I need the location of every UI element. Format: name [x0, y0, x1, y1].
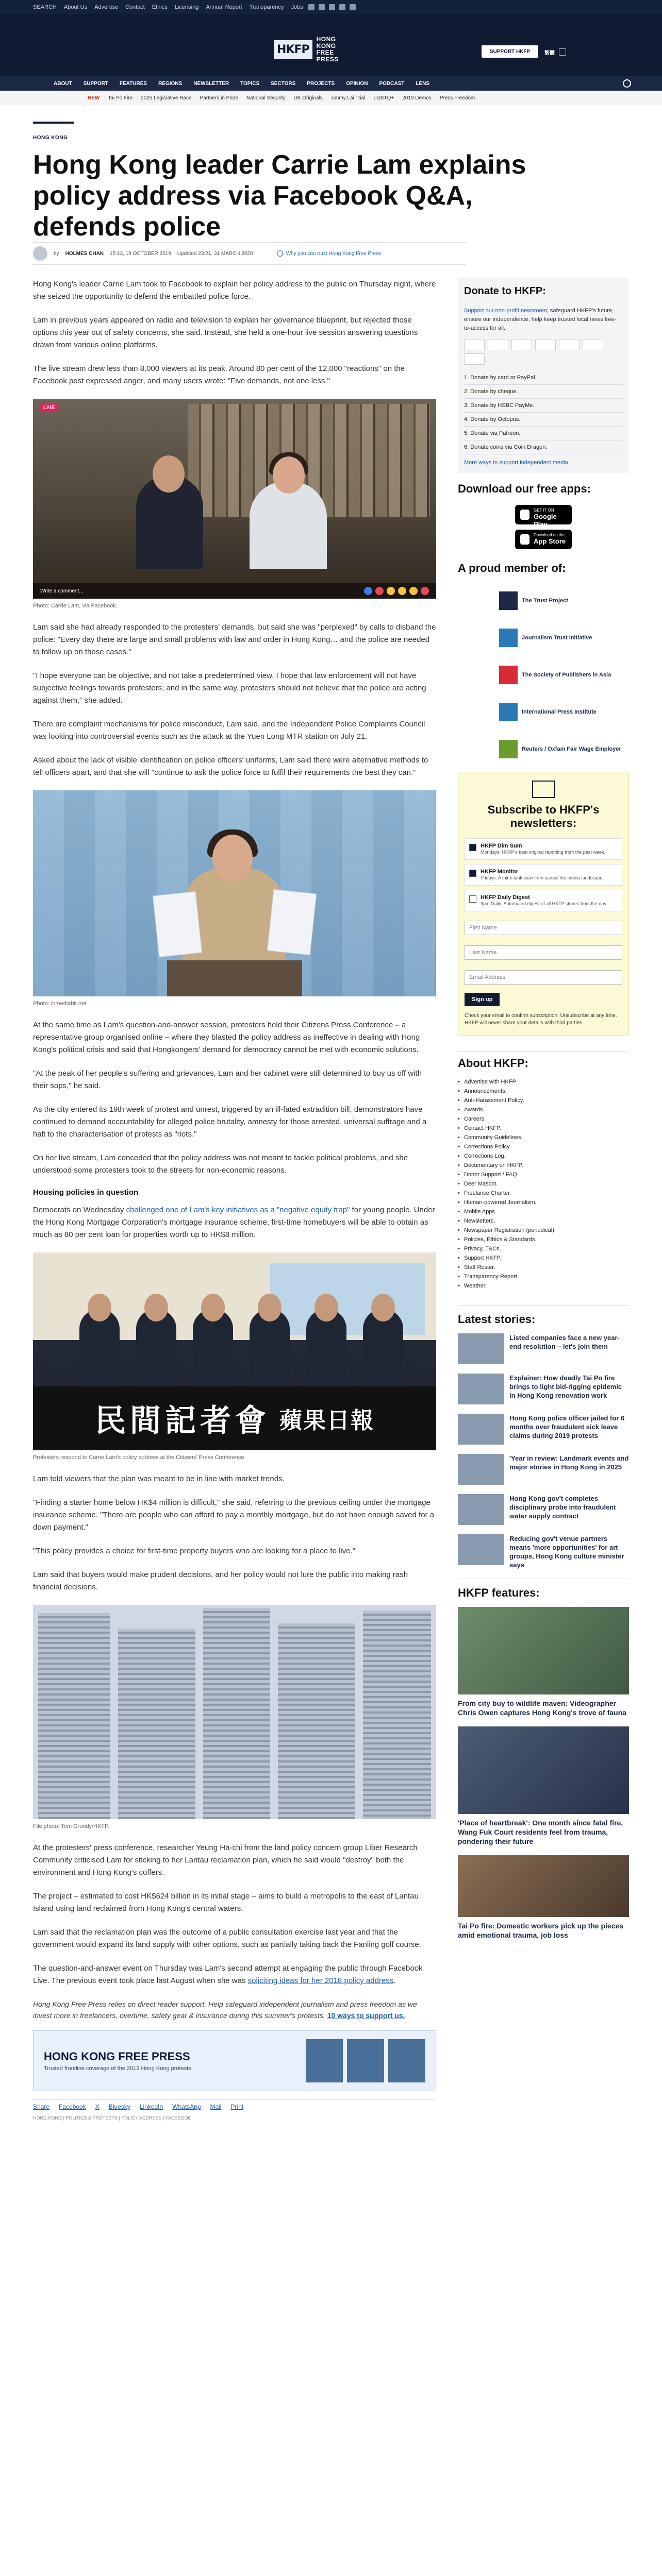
share-bluesky[interactable]: Bluesky	[108, 2103, 130, 2110]
checkbox[interactable]	[469, 870, 476, 877]
share-print[interactable]: Print	[230, 2103, 244, 2110]
trending-item[interactable]: Partners in Pride	[200, 95, 239, 101]
speaker-head	[88, 1294, 111, 1321]
member-name: International Press Institute	[522, 708, 597, 715]
story-item[interactable]	[458, 1454, 629, 1485]
donate-text	[464, 307, 623, 333]
promo-subtitle: Trusted frontline coverage of the 2019 Hong Kong protests	[44, 2065, 191, 2072]
story-item[interactable]	[458, 1414, 629, 1445]
fair-wage-icon	[499, 740, 518, 758]
text-run: The question-and-answer event on Thursday was Lam's second attempt at engaging the public through Facebook Live. The previous event took place last August when she was	[33, 1964, 423, 1985]
haha-reaction-icon	[387, 587, 395, 595]
feature-item[interactable]	[458, 1607, 629, 1717]
masthead	[0, 14, 662, 76]
nav-about[interactable]: ABOUT	[54, 80, 72, 87]
about-link[interactable]: • Newsletters.	[458, 1216, 629, 1226]
donate-text-run: ; safeguard HKFP's future, ensure our independence, help keep trusted local news free-to-access for all.	[464, 308, 617, 331]
paragraph: As the city entered its 19th week of protest and unrest, triggered by an ill-fated extradition bill, demonstrators have continued to demand accountability for alleged police brutality, amnesty for those arrested, universal suffrage and a halt to the characterisation of protests as "riots."	[33, 1105, 427, 1139]
first-name-input[interactable]	[465, 921, 622, 935]
trending-bar	[0, 91, 662, 105]
subheading-housing: Housing policies in question	[33, 1188, 139, 1197]
speaker-head	[144, 1294, 168, 1321]
donate-option[interactable]: 5. Donate via Patreon.	[464, 427, 623, 440]
support-note	[33, 1998, 436, 2021]
more-ways-link[interactable]: More ways to support independent media.	[464, 460, 570, 466]
text-run: for young people. Under the Hong Kong Mortgage Corporation's mortgage insurance scheme, first-time homebuyers will be able to obtain as much as 80 per cent loan for properties worth up to HK$8 million.	[33, 1206, 435, 1239]
paragraph: Lam in previous years appeared on radio and television to explain her governance blueprint, but rejected those options this year out of safety concerns, she said. Instead, she held a one-hour live session answering questions drawn from various online platforms.	[33, 316, 418, 349]
jti-icon	[499, 629, 518, 647]
about-link[interactable]: • Careers.	[458, 1114, 629, 1124]
press-conference-photo	[33, 1252, 436, 1450]
donate-option[interactable]: 1. Donate by card or PayPal.	[464, 371, 623, 385]
about-section	[458, 1051, 629, 1291]
person-right-head	[273, 456, 305, 494]
wow-reaction-icon	[398, 587, 406, 595]
conference-banner	[33, 1386, 436, 1450]
tower-block	[363, 1611, 431, 1819]
trending-item[interactable]: Press Freedom	[439, 95, 475, 101]
fair-wage-logo[interactable]	[499, 735, 629, 764]
promo-thumbnail	[388, 2039, 425, 2082]
paragraph: Hong Kong's leader Carrie Lam took to Facebook to explain her policy address to the public on Thursday night, where she seized the opportunity to defend the embattled police force.	[33, 280, 436, 301]
tower-block	[278, 1623, 355, 1819]
byline	[33, 242, 466, 265]
donate-option[interactable]: 2. Donate by cheque.	[464, 385, 623, 399]
donate-option[interactable]: 6. Donate coins via Coin Dragon.	[464, 440, 623, 454]
about-link[interactable]: • Contact HKFP.	[458, 1124, 629, 1133]
about-link[interactable]: • Policies, Ethics & Standards.	[458, 1235, 629, 1244]
story-title: Hong Kong police officer jailed for 6 months over fraudulent sick leave claims during 2019 protests	[509, 1414, 625, 1439]
story-thumbnail	[458, 1534, 504, 1565]
newsletter-option[interactable]	[465, 838, 622, 860]
hkfp-logo[interactable]	[274, 33, 356, 66]
carrie-lam-photo	[33, 790, 436, 996]
apps-section	[458, 482, 629, 549]
paragraph: At the same time as Lam's question-and-answer session, protesters held their Citizens Press Conference – a representative group organised online – where they blasted the policy address as ineffective in dealing with Hong Kong's political crisis and said that Hongkongers' demand for democracy cannot be met with economic solutions.	[33, 1021, 420, 1054]
banner-text: 民間記者會	[95, 1403, 270, 1439]
amex-icon	[511, 339, 532, 350]
logo-line1: HONG KONG	[316, 36, 336, 49]
patreon-icon	[464, 353, 485, 365]
story-item[interactable]	[458, 1534, 629, 1569]
about-link[interactable]: • Community Guidelines.	[458, 1133, 629, 1142]
story-title: Hong Kong gov't completes disciplinary probe into fraudulent water supply contract	[509, 1495, 616, 1520]
held-document-right	[267, 889, 317, 955]
nav-support[interactable]: SUPPORT	[83, 80, 108, 87]
info-icon	[277, 250, 283, 257]
nav-features[interactable]: FEATURES	[119, 80, 147, 87]
feature-title: Tai Po fire: Domestic workers pick up the pieces amid emotional trauma, job loss	[458, 1922, 624, 1939]
donate-card	[458, 278, 629, 473]
photo-caption: Photo: inmediahk.net.	[33, 1001, 88, 1007]
about-link[interactable]: • Support HKFP.	[458, 1253, 629, 1263]
story-title: Listed companies face a new year-end resolution – let's join them	[509, 1334, 620, 1350]
logo-wordmark	[317, 36, 356, 63]
paragraph: "Finding a starter home below HK$4 million is difficult," she said, referring to the previous ceiling under the mortgage insurance scheme. "There are people who can afford to pay a monthly mortgage, but do not have enough saved for a down payment."	[33, 1498, 435, 1532]
speaker-head	[371, 1294, 395, 1321]
story-item[interactable]	[458, 1374, 629, 1404]
author-avatar	[33, 246, 47, 261]
about-link[interactable]: • Documentary on HKFP.	[458, 1161, 629, 1170]
about-link[interactable]: • Privacy, T&Cs.	[458, 1244, 629, 1253]
about-link[interactable]: • Human-powered Journalism.	[458, 1198, 629, 1207]
paragraph: Lam said that buyers would make prudent decisions, and her policy would not lure the public into making rash financial decisions.	[33, 1570, 408, 1591]
tag-row[interactable]: HONG KONG | POLITICS & PROTESTS | POLICY ADDRESS | FACEBOOK	[33, 2115, 191, 2121]
negative-equity-link[interactable]: challenged one of Lam's key initiatives as a "negative equity trap"	[126, 1206, 350, 1214]
story-thumbnail	[458, 1414, 504, 1445]
app-store-small: Download on the	[534, 533, 565, 537]
share-facebook[interactable]: Facebook	[59, 2103, 86, 2110]
promo-title: HONG KONG FREE PRESS	[44, 2050, 190, 2063]
trust-project-logo[interactable]	[499, 586, 629, 615]
language-switch	[544, 48, 566, 56]
search-icon[interactable]	[623, 79, 631, 88]
photo-caption: Protesters respond to Carrie Lam's policy address at the Citizens' Press Conference.	[33, 1454, 246, 1461]
story-thumbnail	[458, 1333, 504, 1364]
topbar-jobs[interactable]: Jobs	[291, 4, 303, 10]
donate-options	[464, 371, 623, 454]
share-whatsapp[interactable]: WhatsApp	[172, 2103, 201, 2110]
about-list	[458, 1077, 629, 1291]
about-link[interactable]: • Deer Mascot.	[458, 1179, 629, 1189]
topbar-annual-report[interactable]: Annual Report	[206, 4, 242, 10]
nav-regions[interactable]: REGIONS	[158, 80, 183, 87]
byline-prefix: by	[54, 250, 59, 257]
podium	[167, 960, 302, 996]
sad-reaction-icon	[409, 587, 418, 595]
story-thumbnail	[458, 1494, 504, 1525]
feature-image	[458, 1726, 629, 1814]
option-name: HKFP Daily Digest	[481, 894, 530, 901]
promo-thumbnail	[347, 2039, 384, 2082]
live-badge: LIVE	[40, 404, 58, 412]
member-name: Journalism Trust Initiative	[522, 634, 592, 641]
paypal-icon	[535, 339, 556, 350]
support-hkfp-button[interactable]: SUPPORT HKFP	[482, 45, 538, 58]
nonprofit-link[interactable]: Support our non-profit newsroom	[464, 308, 547, 314]
about-link[interactable]: • Freelance Charter.	[458, 1189, 629, 1198]
article-body	[33, 278, 436, 2121]
topbar-contact[interactable]: Contact	[125, 4, 145, 10]
tower-block	[203, 1608, 270, 1819]
trending-item[interactable]: UK Originals	[293, 95, 323, 101]
promo-thumbnail	[306, 2039, 343, 2082]
about-link[interactable]: • Awards.	[458, 1105, 629, 1114]
text-run: .	[393, 1976, 396, 1985]
trending-item[interactable]: 2025 Legislative Race	[141, 95, 192, 101]
feature-image	[458, 1607, 629, 1694]
trending-item[interactable]: 2019 Demos	[402, 95, 432, 101]
trending-item[interactable]: National Security	[246, 95, 286, 101]
member-name: Reuters / Oxfam Fair Wage Employer	[522, 745, 621, 752]
paragraph: The project – estimated to cost HK$624 billion in its initial stage – aims to build a metropolis to the east of Lantau Island using land reclaimed from Hong Kong's central waters.	[33, 1892, 419, 1913]
section-tag[interactable]: HONG KONG	[33, 135, 68, 141]
share-x[interactable]: X	[95, 2103, 100, 2110]
octopus-icon	[583, 339, 603, 350]
held-document-left	[153, 891, 202, 957]
love-reaction-icon	[375, 587, 384, 595]
newsletter-signup	[458, 772, 629, 1036]
features-section	[458, 1579, 629, 1940]
nav-opinion[interactable]: OPINION	[346, 80, 368, 87]
speaker-head	[315, 1294, 338, 1321]
option-name: HKFP Dim Sum	[481, 843, 522, 849]
envelope-icon	[532, 781, 555, 798]
promo-text	[44, 2050, 191, 2072]
nav-podcast[interactable]: PODCAST	[379, 80, 405, 87]
option-desc: 9pm Daily: Automated digest of all HKFP stories from the day.	[481, 901, 607, 906]
facebook-live-photo	[33, 399, 436, 599]
housing-estate-photo	[33, 1605, 436, 1819]
feature-title: 'Place of heartbreak': One month since fatal fire, Wang Fuk Court residents feel from trauma, pondering their future	[458, 1819, 623, 1845]
paragraph: The live stream drew less than 8,000 viewers at its peak. Around 80 per cent of the 12,000 "reactions" on the Facebook post expressed anger, and many users wrote: "Five demands, not one less."	[33, 364, 405, 385]
nav-newsletter[interactable]: NEWSLETTER	[193, 80, 229, 87]
nav-sectors[interactable]: SECTORS	[271, 80, 296, 87]
topbar-transparency[interactable]: Transparency	[249, 4, 284, 10]
google-play-big: Google Play	[534, 513, 557, 528]
visa-icon	[488, 339, 508, 350]
about-link[interactable]: • Mobile Apps.	[458, 1207, 629, 1216]
member-name: The Trust Project	[522, 597, 568, 604]
checkbox[interactable]	[469, 844, 476, 851]
about-link[interactable]: • Transparency Report.	[458, 1272, 629, 1281]
app-store-button[interactable]	[515, 530, 572, 549]
sm-icon[interactable]	[559, 48, 566, 56]
text-run: Democrats on Wednesday	[33, 1206, 126, 1214]
donate-option[interactable]: 4. Donate by Octopus.	[464, 413, 623, 427]
trust-link[interactable]	[277, 250, 382, 257]
topbar-advertise[interactable]: Advertise	[94, 4, 118, 10]
google-play-small: GET IT ON	[534, 508, 554, 513]
author-name[interactable]: HOLMES CHAN	[65, 250, 104, 257]
trust-link-label: Why you can trust Hong Kong Free Press	[286, 250, 382, 257]
story-title: Explainer: How deadly Tai Po fire brings to light bid-rigging epidemic in Hong Kong renovation work	[509, 1374, 622, 1399]
nav-lens[interactable]: LENS	[416, 80, 430, 87]
sidebar	[458, 278, 629, 1949]
about-link[interactable]: • Donor Support / FAQ.	[458, 1170, 629, 1179]
instagram-icon[interactable]	[329, 4, 335, 10]
about-link[interactable]: • Advertise with HKFP.	[458, 1077, 629, 1087]
member-section	[458, 562, 629, 764]
about-link[interactable]: • Newspaper Registration (periodical).	[458, 1226, 629, 1235]
paragraph: "At the peak of her people's suffering and grievances, Lam and her cabinet were still determined to buy us off with their sops," he said.	[33, 1069, 422, 1090]
person-left-head	[153, 455, 185, 493]
apple-daily-watermark: 蘋果日報	[279, 1408, 374, 1434]
about-link[interactable]: • Anti-Harassment Policy.	[458, 1096, 629, 1105]
payme-icon	[559, 339, 580, 350]
trending-item[interactable]: Jimmy Lai Trial	[330, 95, 366, 101]
share-label: Share	[33, 2103, 50, 2110]
header-rule	[33, 122, 74, 124]
about-link[interactable]: • Corrections Log.	[458, 1151, 629, 1161]
nav-projects[interactable]: PROJECTS	[307, 80, 335, 87]
feature-item[interactable]	[458, 1726, 629, 1846]
topbar-search[interactable]: SEARCH	[33, 4, 57, 10]
topbar-ethics[interactable]: Ethics	[152, 4, 168, 10]
latest-stories	[458, 1305, 629, 1569]
hkfp-promo-banner[interactable]	[33, 2030, 436, 2091]
member-title: A proud member of:	[458, 562, 566, 574]
ipi-icon	[499, 703, 518, 721]
sopa-logo[interactable]	[499, 660, 629, 689]
apps-title: Download our free apps:	[458, 482, 591, 495]
option-desc: Mondays: HKFP's best original reporting from the past week.	[481, 850, 605, 855]
x-icon[interactable]	[319, 4, 325, 10]
about-link[interactable]: • Staff Roster.	[458, 1263, 629, 1272]
sopa-icon	[499, 666, 518, 684]
share-bar	[33, 2099, 436, 2110]
updated-date: Updated 23:21, 31 MARCH 2020	[177, 250, 253, 257]
share-linkedin[interactable]: LinkedIn	[139, 2103, 163, 2110]
ways-to-support-link[interactable]: 10 ways to support us.	[327, 2011, 405, 2020]
comment-prompt: Write a comment...	[40, 588, 84, 594]
about-title: About HKFP:	[458, 1051, 629, 1070]
paragraph: On her live stream, Lam conceded that the policy address was not meant to tackle political problems, and she understood some protesters took to the streets for non-economic reasons.	[33, 1154, 408, 1175]
about-link[interactable]: • Weather.	[458, 1281, 629, 1291]
paragraph: Lam told viewers that the plan was meant to be in line with market trends.	[33, 1475, 285, 1483]
article-headline: Hong Kong leader Carrie Lam explains policy address via Facebook Q&A, defends police	[33, 150, 526, 242]
story-title: Reducing gov't venue partners means 'more opportunities' for art groups, Hong Kong culture minister says	[509, 1535, 624, 1569]
policy-ideas-link[interactable]: soliciting ideas for her 2018 policy address	[247, 1976, 394, 1985]
newsletter-option[interactable]	[465, 890, 622, 911]
feature-title: From city buy to wildlife maven: Videographer Chris Owen captures Hong Kong's trove of fauna	[458, 1699, 626, 1717]
trending-label: NEW	[88, 95, 100, 101]
jti-logo[interactable]	[499, 623, 629, 652]
trust-project-icon	[499, 591, 518, 610]
member-name: The Society of Publishers in Asia	[522, 671, 611, 678]
lang-chinese-link[interactable]: 繁體	[544, 50, 555, 56]
topbar-about[interactable]: About Us	[63, 4, 88, 10]
paragraph: Lam said that the reclamation plan was the outcome of a public consultation exercise last year and that the government would expand its land supply with other options, such as partially taking back the Fanling golf course.	[33, 1928, 421, 1949]
donate-title: Donate to HKFP:	[464, 285, 546, 297]
facebook-reaction-bar	[33, 583, 436, 599]
like-reaction-icon	[364, 587, 372, 595]
person-head	[212, 835, 253, 882]
features-title: HKFP features:	[458, 1579, 629, 1600]
trending-item[interactable]: Tai Po Fire	[108, 95, 133, 101]
donate-option[interactable]: 3. Donate by HSBC PayMe.	[464, 399, 623, 413]
story-thumbnail	[458, 1374, 504, 1404]
share-mail[interactable]: Mail	[210, 2103, 222, 2110]
email-input[interactable]	[465, 970, 622, 985]
option-name: HKFP Monitor	[481, 869, 519, 875]
top-utility-bar	[0, 0, 662, 14]
story-item[interactable]	[458, 1333, 629, 1364]
tower-block	[38, 1613, 110, 1819]
paragraph: "This policy provides a choice for first-time property buyers who are looking for a place to live."	[33, 1547, 356, 1555]
photo-caption: Photo: Carrie Lam, via Facebook.	[33, 603, 118, 609]
story-thumbnail	[458, 1454, 504, 1485]
facebook-icon[interactable]	[308, 4, 315, 10]
youtube-icon[interactable]	[339, 4, 345, 10]
mastercard-icon	[464, 339, 485, 350]
ipi-logo[interactable]	[499, 698, 629, 726]
logo-line2: FREE PRESS	[316, 49, 339, 63]
option-desc: Fridays: A think-tank view from across the media landscape.	[481, 875, 604, 880]
paragraph: "I hope everyone can be objective, and not take a predetermined view. I hope that law enforcement will not have subjective feelings towards protesters; and in the same way, protesters should not believe that the police are acting against them," she added.	[33, 671, 426, 705]
feature-item[interactable]	[458, 1855, 629, 1940]
publish-date: 15:13, 19 OCTOBER 2019	[110, 250, 171, 257]
support-note-text: Hong Kong Free Press relies on direct reader support. Help safeguard independent journalism and press freedom as we invest more in freelancers, overtime, safety gear & insurance during this summer's protests.	[33, 2000, 417, 2020]
signup-fineprint: Check your email to confirm subscription. Unsubscribe at any time. HKFP will never share your details with third parties.	[465, 1013, 617, 1026]
google-play-button[interactable]	[515, 505, 572, 528]
linkedin-icon[interactable]	[350, 4, 356, 10]
paragraph: Asked about the lack of visible identification on police officers' uniforms, Lam said there were alternative methods to tell officers apart, and that she will "continue to ask the police force to fulfil their requirements the best they can."	[33, 756, 428, 777]
photo-caption: File photo: Tom Grundy/HKFP.	[33, 1823, 110, 1829]
paragraph	[33, 1962, 436, 1987]
latest-title: Latest stories:	[458, 1305, 629, 1326]
tower-block	[118, 1629, 195, 1819]
angry-reaction-icon	[421, 587, 429, 595]
paragraph	[33, 1204, 436, 1241]
newsletter-option[interactable]	[465, 864, 622, 886]
story-item[interactable]	[458, 1494, 629, 1525]
nav-topics[interactable]: TOPICS	[240, 80, 260, 87]
speaker-head	[258, 1294, 282, 1321]
feature-image	[458, 1855, 629, 1917]
payment-logos	[464, 339, 623, 365]
last-name-input[interactable]	[465, 945, 622, 960]
signup-button[interactable]: Sign up	[465, 993, 500, 1006]
app-store-big: App Store	[534, 537, 566, 545]
checkbox[interactable]	[469, 895, 476, 903]
trending-item[interactable]: LGBTQ+	[373, 95, 394, 101]
topbar-licensing[interactable]: Licensing	[174, 4, 199, 10]
logo-mark: HKFP	[274, 40, 312, 59]
story-title: 'Year in review: Landmark events and major stories in Hong Kong in 2025	[509, 1454, 629, 1471]
promo-thumbnails	[306, 2039, 425, 2082]
main-nav	[0, 76, 662, 91]
paragraph: There are complaint mechanisms for police misconduct, Lam said, and the Independent Police Complaints Council was looking into controversial events such as the attack at the Yuen Long MTR station on July 21.	[33, 720, 425, 741]
paragraph: Lam said she had already responded to the protesters' demands, but said she was "perplexed" by calls to disband the police: "Every day there are large and small problems with law and order in Hong Kong… and the police are needed to follow up on those cases."	[33, 623, 436, 656]
paragraph: At the protesters' press conference, researcher Yeung Ha-chi from the land policy concern group Liber Research Community criticised Lam for sticking to her Lantau reclamation plan, which he said would "destroy" both the environment and Hong Kong's coffers.	[33, 1843, 418, 1877]
about-link[interactable]: • Corrections Policy.	[458, 1142, 629, 1151]
speaker-head	[201, 1294, 225, 1321]
about-link[interactable]: • Announcements.	[458, 1087, 629, 1096]
subscribe-title: Subscribe to HKFP's newsletters:	[487, 803, 600, 829]
